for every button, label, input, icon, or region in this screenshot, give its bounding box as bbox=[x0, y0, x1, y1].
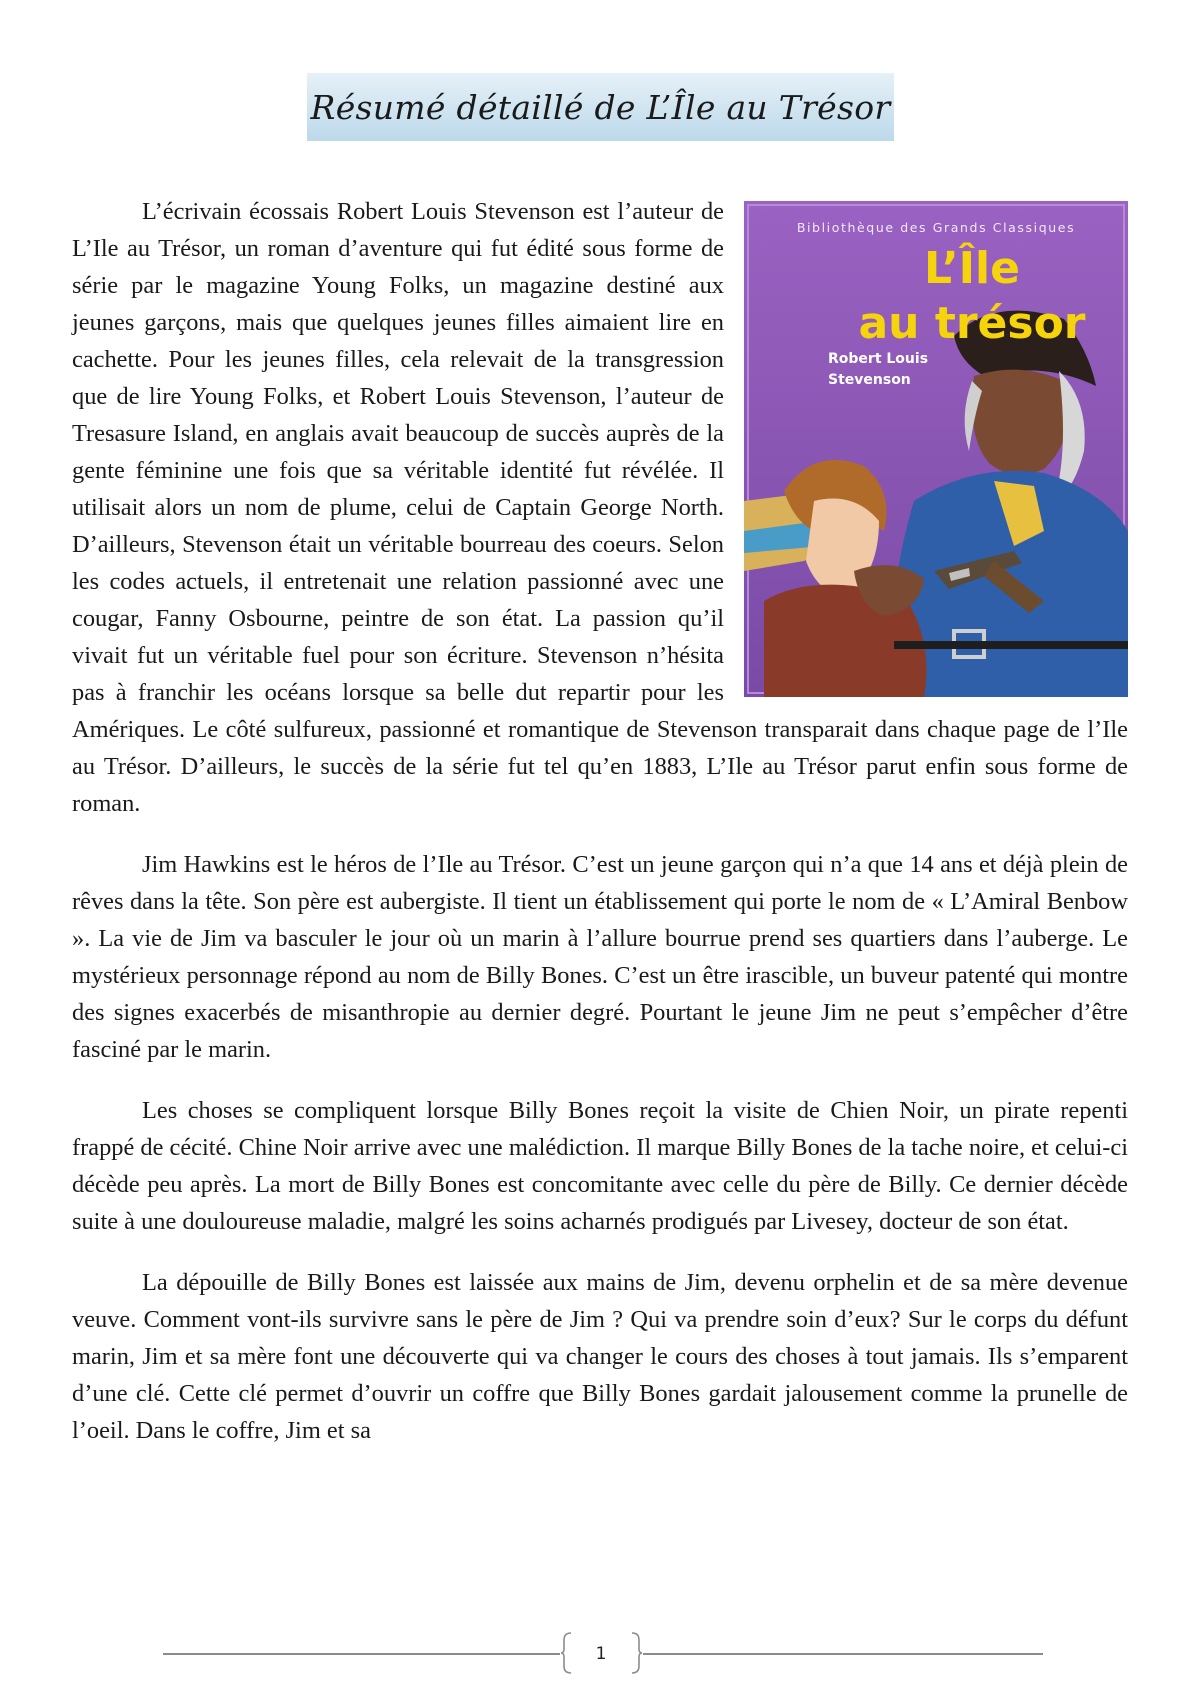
document-title: Résumé détaillé de L’Île au Trésor bbox=[310, 87, 891, 127]
footer-rule-right bbox=[643, 1653, 1043, 1655]
document-body bbox=[72, 193, 1128, 1473]
cover-book-title: L’Île au trésor bbox=[858, 243, 1086, 349]
page-number: 1 bbox=[595, 1644, 607, 1664]
paragraph: Les choses se compliquent lorsque Billy Bones reçoit la visite de Chien Noir, un pirate repenti frappé de cécité. Chine Noir arrive avec une malédiction. Il marque Billy Bones de la tache noire, et celui-ci décède peu après. La mort de Billy Bones est concomitante avec celle du père de Billy. Ce dernier décède suite à une douloureuse maladie, malgré les soins acharnés prodigués par Livesey, docteur de son état. bbox=[72, 1097, 1128, 1235]
footer-rule-left bbox=[163, 1653, 560, 1655]
cover-collection-name: Bibliothèque des Grands Classiques bbox=[796, 220, 1076, 235]
paragraph: L’écrivain écossais Robert Louis Stevenson est l’auteur de L’Ile au Trésor, un roman d’aventure qui fut édité sous forme de série par le magazine Young Folks, un magazine destiné aux jeunes garçons, mais que quelques jeunes filles aimaient lire en cachette. Pour les jeunes filles, cela relevait de la transgression que de lire Young Folks, et Robert Louis Stevenson, l’auteur de Tresasure Island, en anglais avait beaucoup de succès auprès de la gente féminine une fois que sa véritable identité fut révélée. Il utilisait alors un nom de plume, celui de Captain George North. D’ailleurs, Stevenson était un véritable bourreau des coeurs. Selon les codes actuels, il entretenait une relation passionné avec une cougar, Fanny Osbourne, peintre de son état. La passion qu’il vivait fut un véritable fuel pour son écriture. Stevenson n’hésita pas à franchir les océans lorsque sa belle dut repartir pour les Amériques. Le côté sulfureux, passionné et romantique de Stevenson transparait dans chaque page de l’Ile au Trésor. D’ailleurs, le succès de la série fut tel qu’en 1883, L’Ile au Trésor parut enfin sous forme de roman. bbox=[72, 198, 1128, 817]
cover-author: Robert Louis Stevenson bbox=[828, 351, 929, 388]
paragraph: Jim Hawkins est le héros de l’Ile au Trésor. C’est un jeune garçon qui n’a que 14 ans et déjà plein de rêves dans la tête. Son père est aubergiste. Il tient un établissement qui porte le nom de « L’Amiral Benbow ». La vie de Jim va basculer le jour où un marin à l’allure bourrue prend ses quartiers dans l’auberge. Le mystérieux personnage répond au nom de Billy Bones. C’est un être irascible, un buveur patenté qui montre des signes exacerbés de misanthropie au dernier degré. Pourtant le jeune Jim ne peut s’empêcher d’être fasciné par le marin. bbox=[72, 851, 1128, 1063]
book-cover-image bbox=[744, 201, 1128, 697]
paragraph: La dépouille de Billy Bones est laissée aux mains de Jim, devenu orphelin et de sa mère devenue veuve. Comment vont-ils survivre sans le père de Jim ? Qui va prendre soin d’eux? Sur le corps du défunt marin, Jim et sa mère font une découverte qui va changer le cours des choses à tout jamais. Ils s’emparent d’une clé. Cette clé permet d’ouvrir un coffre que Billy Bones gardait jalousement comme la prunelle de l’oeil. Dans le coffre, Jim et sa bbox=[72, 1269, 1128, 1444]
title-banner bbox=[307, 73, 894, 141]
right-brace-icon bbox=[631, 1632, 643, 1674]
